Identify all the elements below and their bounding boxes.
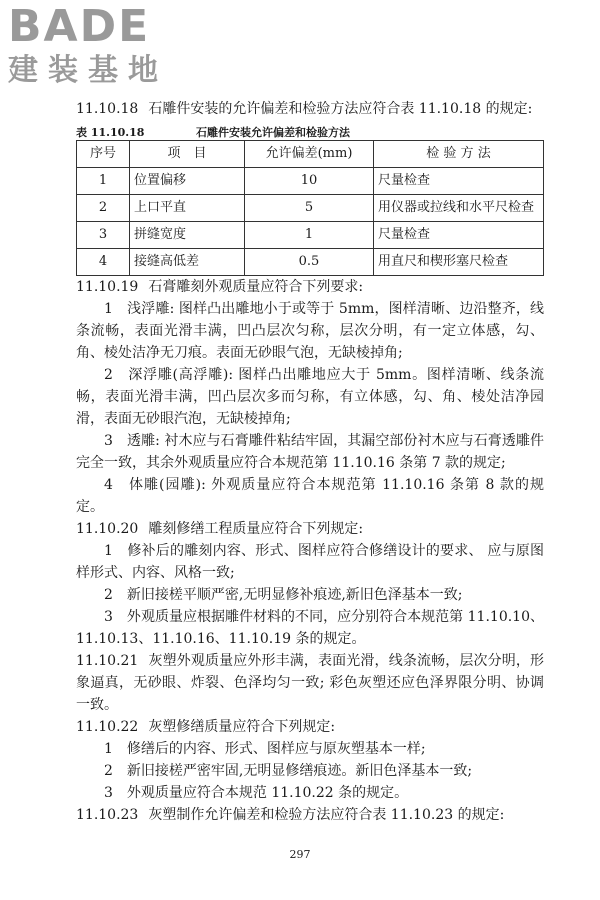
list-item: 1 修补后的雕刻内容、形式、图样应符合修缮设计的要求、 应与原图样形式、内容、风格一致;	[76, 543, 544, 581]
table-row	[77, 195, 544, 222]
cell-no: 1	[77, 168, 130, 195]
table-label: 表 11.10.18	[76, 126, 145, 139]
logo-wordmark: BADE	[8, 1, 151, 52]
table-header-row	[77, 141, 544, 168]
table-caption	[76, 122, 544, 138]
cell-tolerance: 5	[245, 195, 374, 222]
clause-11-10-23	[76, 804, 544, 826]
clause-number: 11.10.19	[76, 279, 139, 295]
clause-11-10-21	[76, 650, 544, 716]
cell-item: 位置偏移	[130, 168, 245, 195]
clause-11-10-22	[76, 716, 544, 738]
cell-tolerance: 10	[245, 168, 374, 195]
list-item: 3 外观质量应符合本规范 11.10.22 条的规定。	[104, 785, 409, 801]
clause-text: 灰塑修缮质量应符合下列规定:	[148, 719, 336, 735]
table-row	[77, 222, 544, 249]
logo-chinese: 建装基地	[8, 53, 168, 88]
page-number: 297	[289, 848, 311, 861]
cell-no: 2	[77, 195, 130, 222]
clause-number: 11.10.23	[76, 807, 139, 823]
cell-no: 4	[77, 249, 130, 276]
clause-text: 雕刻修缮工程质量应符合下列规定:	[148, 521, 364, 537]
cell-method: 用仪器或拉线和水平尺检查	[374, 195, 544, 222]
clause-text: 石雕件安装的允许偏差和检验方法应符合表 11.10.18 的规定:	[148, 101, 533, 117]
list-item: 3 外观质量应根据雕件材料的不同，应分别符合本规范第 11.10.10、11.10.13、11.10.16、11.10.19 条的规定。	[76, 609, 544, 647]
tolerance-table	[76, 140, 544, 276]
cell-item: 上口平直	[130, 195, 245, 222]
clause-number: 11.10.18	[76, 101, 139, 117]
table-title: 石雕件安装允许偏差和检验方法	[196, 126, 350, 139]
clause-11-10-20	[76, 518, 544, 540]
clause-text: 灰塑外观质量应外形丰满，表面光滑，线条流畅，层次分明，形象逼真，无砂眼、炸裂、色泽均匀一致; 彩色灰塑还应色泽界限分明、协调一致。	[76, 653, 544, 713]
document-body	[76, 98, 544, 826]
cell-tolerance: 1	[245, 222, 374, 249]
list-item: 4 体雕(园雕): 外观质量应符合本规范第 11.10.16 条第 8 款的规定。	[76, 477, 544, 515]
list-item: 1 浅浮雕: 图样凸出雕地小于或等于 5mm，图样清晰、边沿整齐，线条流畅，表面光滑丰满，凹凸层次匀称，层次分明，有一定立体感，勾、角、棱处洁净无刀痕。表面无砂眼气泡，无缺棱掉角;	[76, 301, 544, 361]
list-item: 1 修缮后的内容、形式、图样应与原灰塑基本一样;	[104, 741, 426, 757]
cell-item: 接缝高低差	[130, 249, 245, 276]
cell-method: 尺量检查	[374, 222, 544, 249]
cell-no: 3	[77, 222, 130, 249]
clause-11-10-19	[76, 276, 544, 298]
table-row	[77, 168, 544, 195]
col-header-tolerance: 允许偏差(mm)	[245, 141, 374, 168]
list-item: 2 新旧接槎平顺严密,无明显修补痕迹,新旧色泽基本一致;	[104, 587, 463, 603]
col-header-method: 检 验 方 法	[374, 141, 544, 168]
cell-method: 用直尺和楔形塞尺检查	[374, 249, 544, 276]
list-item: 3 透雕: 衬木应与石膏雕件粘结牢固，其漏空部份衬木应与石膏透雕件完全一致，其余外观质量应符合本规范第 11.10.16 条第 7 款的规定;	[76, 433, 544, 471]
list-item: 2 深浮雕(高浮雕): 图样凸出雕地应大于 5mm。图样清晰、线条流畅，表面光滑丰满，凹凸层次多而匀称，有立体感，勾、角、棱处洁净园滑，表面无砂眼汽泡，无缺棱掉角;	[76, 367, 544, 427]
logo	[8, 1, 178, 88]
list-item: 2 新旧接槎严密牢固,无明显修缮痕迹。新旧色泽基本一致;	[104, 763, 473, 779]
cell-item: 拼缝宽度	[130, 222, 245, 249]
clause-text: 灰塑制作允许偏差和检验方法应符合表 11.10.23 的规定:	[148, 807, 505, 823]
clause-11-10-18	[76, 98, 544, 120]
clause-number: 11.10.20	[76, 521, 139, 537]
col-header-no: 序号	[77, 141, 130, 168]
table-row	[77, 249, 544, 276]
col-header-item: 项 目	[130, 141, 245, 168]
cell-tolerance: 0.5	[245, 249, 374, 276]
cell-method: 尺量检查	[374, 168, 544, 195]
clause-number: 11.10.22	[76, 719, 139, 735]
clause-text: 石膏雕刻外观质量应符合下列要求:	[148, 279, 364, 295]
clause-number: 11.10.21	[76, 653, 139, 669]
